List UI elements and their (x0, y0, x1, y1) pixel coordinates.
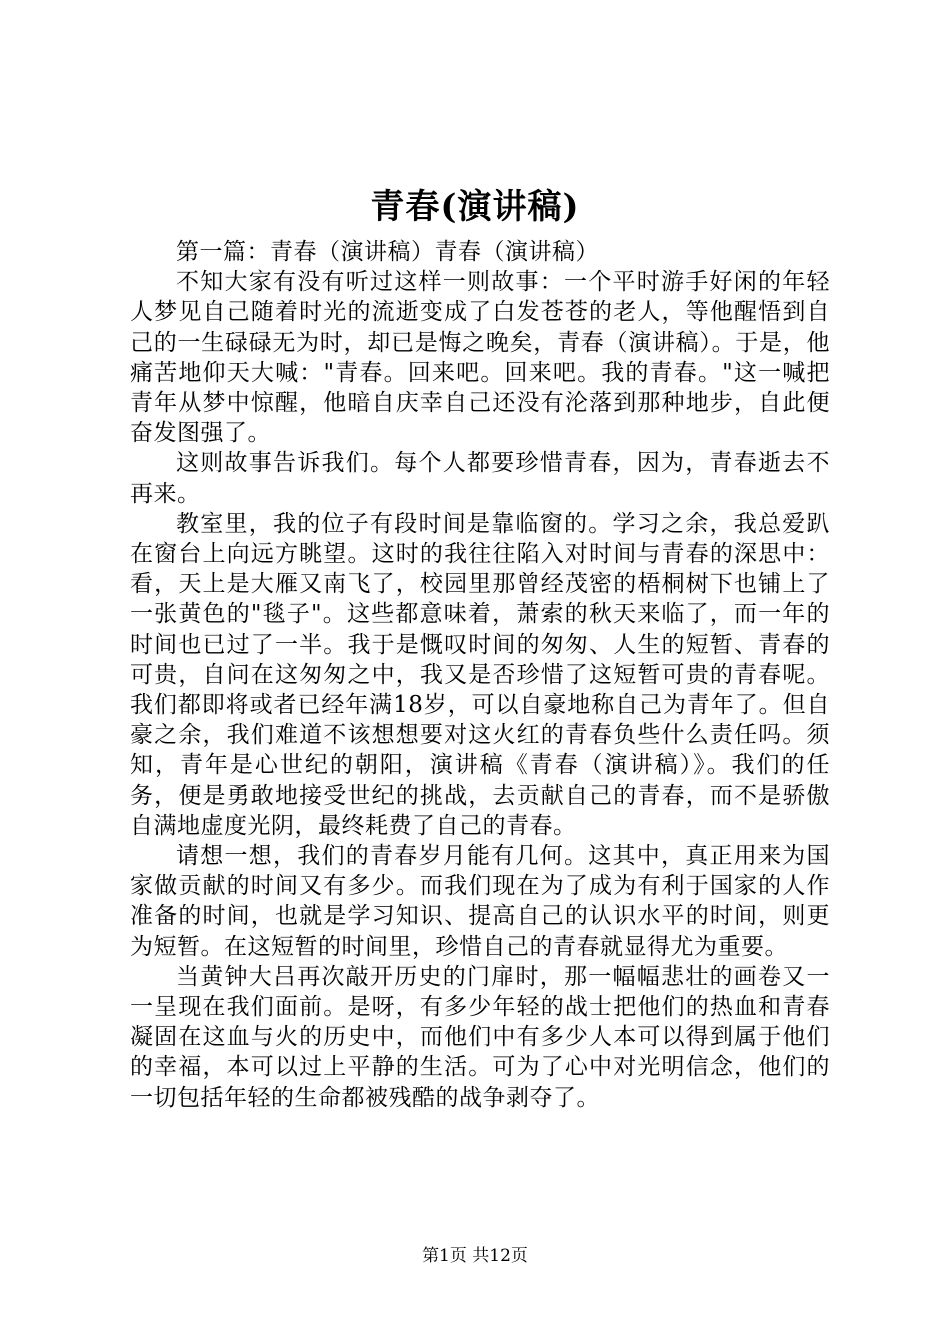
body-paragraph: 教室里，我的位子有段时间是靠临窗的。学习之余，我总爱趴在窗台上向远方眺望。这时的我往往陷入对时间与青春的深思中：看，天上是大雁又南飞了，校园里那曾经茂密的梧桐树下也铺上了一张黄色的"毯子"。这些都意味着，萧索的秋天来临了，而一年的时间也已过了一半。我于是慨叹时间的匆匆、人生的短暂、青春的可贵，自问在这匆匆之中，我又是否珍惜了这短暂可贵的青春呢。我们都即将或者已经年满18岁，可以自豪地称自己为青年了。但自豪之余，我们难道不该想想要对这火红的青春负些什么责任吗。须知，青年是心世纪的朝阳，演讲稿《青春（演讲稿）》。我们的任务，便是勇敢地接受世纪的挑战，去贡献自己的青春，而不是骄傲自满地虚度光阴，最终耗费了自己的青春。 (130, 510, 830, 839)
document-body (130, 237, 830, 1113)
body-paragraph: 请想一想，我们的青春岁月能有几何。这其中，真正用来为国家做贡献的时间又有多少。而我们现在为了成为有利于国家的人作准备的时间，也就是学习知识、提高自己的认识水平的时间，则更为短暂。在这短暂的时间里，珍惜自己的青春就显得尤为重要。 (130, 843, 830, 960)
body-paragraph: 不知大家有没有听过这样一则故事：一个平时游手好闲的年轻人梦见自己随着时光的流逝变成了白发苍苍的老人，等他醒悟到自己的一生碌碌无为时，却已是悔之晚矣，青春（演讲稿）。于是，他痛苦地仰天大喊："青春。回来吧。回来吧。我的青春。"这一喊把青年从梦中惊醒，他暗自庆幸自己还没有沦落到那种地步，自此便奋发图强了。 (130, 269, 830, 447)
body-paragraph: 这则故事告诉我们。每个人都要珍惜青春，因为，青春逝去不再来。 (130, 450, 830, 507)
document-title: 青春(演讲稿) (370, 187, 580, 227)
subtitle-line: 第一篇：青春（演讲稿）青春（演讲稿） (176, 239, 599, 265)
page-number-footer: 第1页 共12页 (422, 1246, 528, 1266)
body-paragraph: 当黄钟大吕再次敲开历史的门扉时，那一幅幅悲壮的画卷又一一呈现在我们面前。是呀，有多少年轻的战士把他们的热血和青春凝固在这血与火的历史中，而他们中有多少人本可以得到属于他们的幸福，本可以过上平静的生活。可为了心中对光明信念，他们的一切包括年轻的生命都被残酷的战争剥夺了。 (130, 963, 830, 1111)
